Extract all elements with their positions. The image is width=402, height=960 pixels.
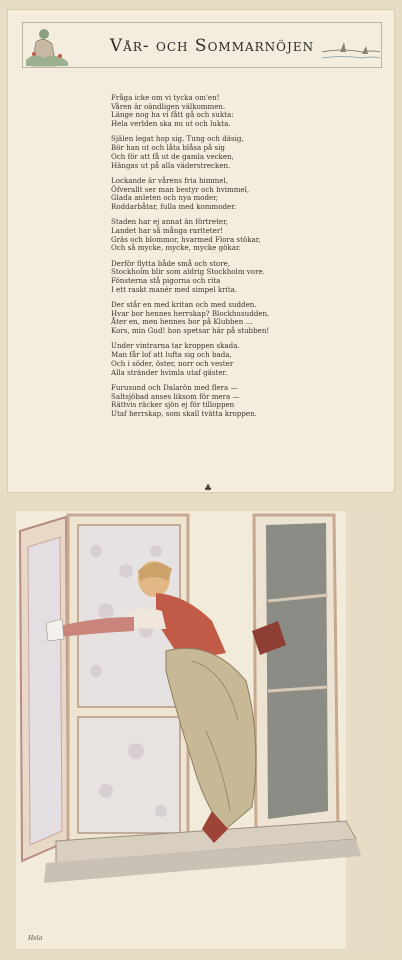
poem-line: Och i söder, öster, norr och vester [111, 358, 234, 368]
text-page [8, 10, 394, 492]
poem-line: Själen legat hop sig. Tung och däsig, [111, 134, 244, 144]
poem-stanza [111, 135, 397, 170]
page-title: Vår- och Sommarnöjen [109, 36, 315, 56]
poem-line: Saltsjöbad anses liksom för mera — [111, 391, 240, 401]
poem-line: Lockande är vårens fria himmel, [111, 175, 228, 185]
poem-line: Våren är oändligen välkommen. [111, 101, 226, 111]
poem-stanza [111, 301, 397, 336]
poem-stanza [111, 384, 397, 419]
poem-line: Landet har så många rariteter! [111, 225, 224, 235]
title-banner [22, 22, 382, 68]
poem-line: Alla stränder hvimla utaf gäster. [111, 367, 228, 377]
poem-line: Bör han ut och låta blåsa på sig [111, 143, 225, 153]
poem-line: Under vintrarna tar kroppen skada. [111, 341, 240, 351]
poem-line: Hängas ut på alla väderstrecken. [111, 160, 231, 170]
poem-line: Utaf herrskap, som skall tvätta kroppen. [111, 408, 257, 418]
poem-line: Fönsterna stå pigorna och rita [111, 276, 221, 286]
poem-text [111, 94, 397, 425]
poem-line: Och så mycke, mycke, mycke gökar. [111, 243, 241, 253]
poem-stanza [111, 177, 397, 212]
poem-stanza [111, 218, 397, 253]
poem-line: Der står en med kritan och med sudden. [111, 300, 257, 310]
poem-line: Länge nog ha vi fått gå och sukta: [111, 110, 234, 120]
poem-line: Man får lof att lufta sig och bada, [111, 350, 232, 360]
artist-signature: Hela [28, 935, 43, 942]
poem-stanza [111, 94, 397, 129]
window-illustration [16, 511, 386, 949]
poem-line: Stockholm blir som aldrig Stockholm vore. [111, 267, 265, 277]
poem-line: Hvar bor hennes herrskap? Blockhusudden. [111, 308, 270, 318]
poem-line: Åter en, men hennes bor på Klubben … [111, 317, 253, 327]
poem-line: Roddarbåtar, fulla med kommoder. [111, 201, 237, 211]
poem-line: Hela verlden ska nu ut och lukta. [111, 119, 231, 129]
poem-stanza [111, 342, 397, 377]
poem-line: Och för att få ut de gamla vecken, [111, 151, 234, 161]
poem-line: Derför flytta både små och store, [111, 258, 231, 268]
poem-line: Staden har ej annat än förtreter, [111, 217, 228, 227]
poem-line: Öfverallt ser man bestyr och hvimmel, [111, 184, 250, 194]
poem-line: Gräs och blommor, hvarmed Flora stökar, [111, 234, 261, 244]
poem-line: Furusund och Dalarön med flera — [111, 382, 238, 392]
poem-line: Kors, min Gud! hon spetsar här på stubben! [111, 326, 270, 336]
poem-line: Rättvis räcker sjön ej för tilloppen [111, 400, 235, 410]
clover-ornament-icon: ♣ [204, 484, 213, 494]
poem-stanza [111, 260, 397, 295]
poem-line: Glada anleten och nya moder, [111, 193, 219, 203]
poem-line: Fråga icke om vi tycka om'en! [111, 93, 220, 102]
poem-line: I ett raskt manér med simpel krita. [111, 284, 238, 294]
